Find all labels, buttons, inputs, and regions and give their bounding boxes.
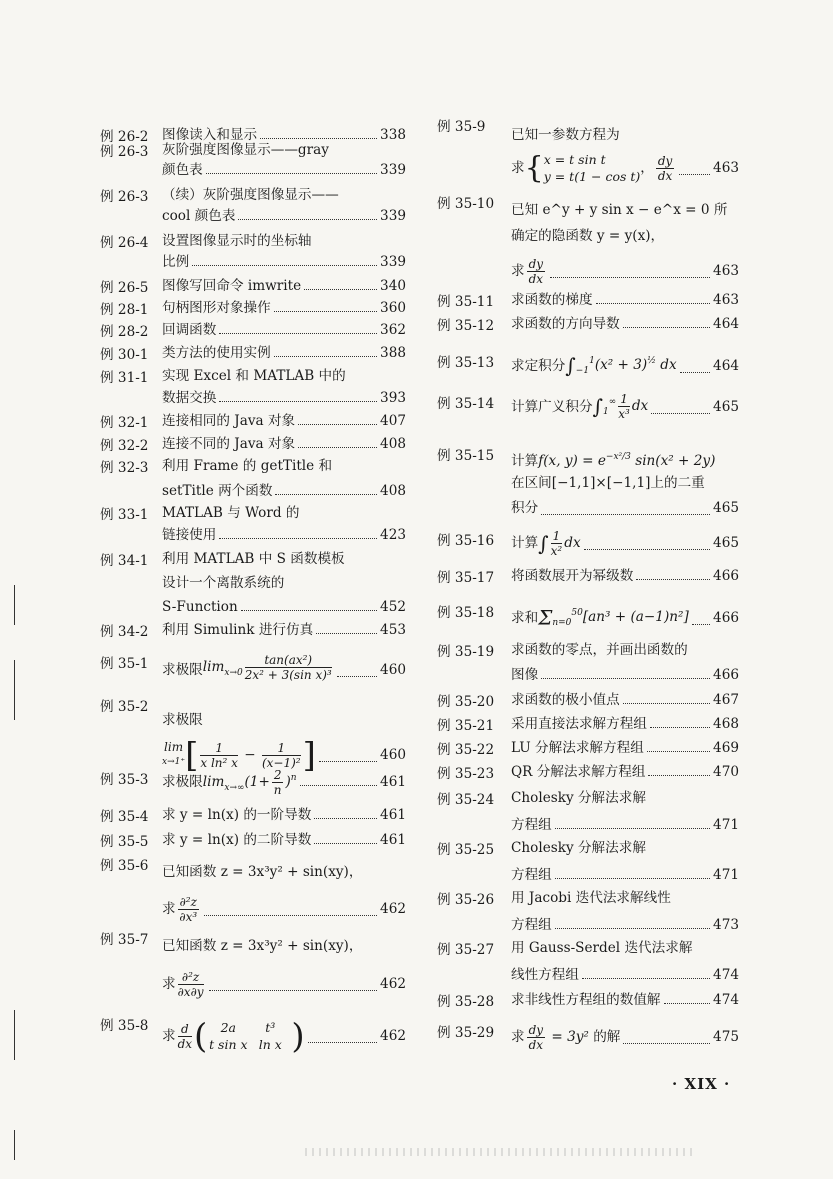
- dot-leader: [274, 344, 377, 357]
- page-ref: 408: [380, 436, 406, 452]
- dot-leader: [274, 299, 377, 312]
- example-id: 例 26-3: [100, 144, 149, 160]
- scan-artifact: [305, 1148, 695, 1156]
- dot-leader: [648, 763, 710, 776]
- entry-title: 将函数展开为幂级数: [511, 568, 634, 584]
- entry-title: 图像: [511, 667, 539, 683]
- example-id: 例 35-16: [437, 533, 495, 549]
- entry-title: 方程组: [511, 817, 552, 833]
- entry-title: 求 y = ln(x) 的一阶导数: [162, 807, 312, 823]
- example-id: 例 35-10: [437, 196, 495, 212]
- entry-title: 图像写回命令 imwrite: [162, 278, 302, 294]
- entry-line: [162, 768, 406, 797]
- entry-line: [511, 990, 739, 1010]
- entry-line: [162, 160, 406, 180]
- example-id: 例 32-2: [100, 438, 149, 454]
- example-id: 例 28-2: [100, 324, 149, 340]
- dot-leader: [304, 277, 377, 290]
- entry-title: 求: [511, 160, 525, 176]
- example-id: 例 35-2: [100, 699, 149, 715]
- page-ref: 407: [380, 413, 406, 429]
- dot-leader: [192, 253, 377, 266]
- dot-leader: [650, 715, 710, 728]
- entry-title: 求极限: [162, 774, 203, 790]
- dot-leader: [692, 612, 710, 625]
- dot-leader: [550, 265, 710, 278]
- entry-line: [162, 652, 406, 688]
- entry-title: 利用 Frame 的 getTitle 和: [162, 458, 333, 474]
- math-formula: {x = t sin t y = t(1 − cos t)，: [524, 150, 654, 186]
- page-ref: 462: [380, 901, 406, 917]
- entry-line: [162, 231, 406, 251]
- page-ref: 471: [713, 867, 739, 883]
- example-id: 例 35-25: [437, 842, 495, 858]
- entry-title: 已知函数 z = 3x³y² + sin(xy)，: [162, 938, 363, 954]
- entry-line: [511, 495, 739, 521]
- entry-line: [511, 714, 739, 734]
- page-ref: 453: [380, 622, 406, 638]
- dot-leader: [275, 482, 377, 495]
- entry-title: 回调函数: [162, 322, 217, 338]
- entry-line: [511, 314, 739, 334]
- entry-line: [162, 140, 406, 160]
- example-id: 例 35-13: [437, 355, 495, 371]
- entry-line: [162, 549, 406, 569]
- example-id: 例 35-11: [437, 294, 495, 310]
- example-id: 例 35-20: [437, 694, 495, 710]
- entry-title: 求和: [511, 610, 539, 626]
- page-ref: 462: [380, 1028, 406, 1044]
- entry-line: [162, 481, 406, 501]
- example-id: 例 31-1: [100, 370, 149, 386]
- dot-leader: [541, 666, 710, 679]
- entry-line: [162, 388, 406, 408]
- page-ref: 388: [380, 345, 406, 361]
- entry-line: [511, 888, 739, 908]
- entry-line: [511, 738, 739, 758]
- math-formula: $\frac{\text{∂²z}}{\partial x\partial y}$: [177, 970, 204, 999]
- page-number: · XIX ·: [672, 1075, 731, 1093]
- example-id: 例 35-1: [100, 656, 149, 672]
- entry-title: MATLAB 与 Word 的: [162, 505, 300, 521]
- example-id: 例 35-14: [437, 396, 495, 412]
- entry-line: [511, 566, 739, 586]
- example-id: 例 34-2: [100, 624, 149, 640]
- entry-title: 设计一个离散系统的: [162, 575, 285, 591]
- entry-line: [511, 1021, 739, 1053]
- entry-title: Cholesky 分解法求解: [511, 840, 646, 856]
- entry-title: 积分: [511, 500, 539, 516]
- dot-leader: [204, 903, 377, 916]
- math-formula: $\frac{dy}{dx}$ = 3y² 的解: [528, 1023, 621, 1052]
- entry-line: [162, 343, 406, 363]
- entry-line: [511, 470, 739, 496]
- dot-leader: [260, 126, 377, 139]
- page-ref: 474: [713, 992, 739, 1008]
- math-formula: $\lim_{x\to 0}$ $\frac{\text{tan(ax²)}}{\text{2x² + 3(sin x)³}}$: [202, 653, 332, 682]
- entry-title: 连接相同的 Java 对象: [162, 413, 296, 429]
- dot-leader: [664, 991, 711, 1004]
- entry-title: 用 Gauss-Serdel 迭代法求解: [511, 940, 693, 956]
- example-id: 例 33-1: [100, 507, 149, 523]
- example-id: 例 35-26: [437, 892, 495, 908]
- entry-line: [162, 456, 406, 476]
- entry-line: [162, 805, 406, 825]
- example-id: 例 35-29: [437, 1025, 495, 1041]
- margin-mark: [14, 585, 15, 625]
- entry-line: [162, 206, 406, 226]
- page-ref: 393: [380, 390, 406, 406]
- math-formula: ∫ $\frac{1}{\text{x²}}$ dx: [538, 528, 581, 558]
- entry-title: 求: [511, 263, 525, 279]
- entry-line: [511, 290, 739, 310]
- entry-line: [162, 434, 406, 454]
- entry-line: [162, 411, 406, 431]
- math-formula: $\int_1^\infty$ $\frac{1}{\text{x³}}$ dx: [592, 392, 649, 421]
- entry-title: 采用直接法求解方程组: [511, 716, 647, 732]
- entry-line: [162, 320, 406, 340]
- dot-leader: [206, 161, 377, 174]
- entry-line: [162, 366, 406, 386]
- entry-line: [162, 597, 406, 617]
- entry-line: [511, 529, 739, 557]
- page-ref: 339: [380, 162, 406, 178]
- margin-mark: [14, 660, 15, 720]
- example-id: 例 35-23: [437, 766, 495, 782]
- entry-title: 求 y = ln(x) 的二阶导数: [162, 832, 312, 848]
- entry-title: 求定积分: [511, 358, 566, 374]
- example-id: 例 26-3: [100, 189, 149, 205]
- entry-title: cool 颜色表: [162, 208, 236, 224]
- page-ref: 338: [380, 127, 406, 143]
- entry-title: 利用 MATLAB 中 S 函数模板: [162, 551, 345, 567]
- page-ref: 466: [713, 568, 739, 584]
- example-id: 例 35-15: [437, 448, 495, 464]
- example-id: 例 32-3: [100, 460, 149, 476]
- page-ref: 469: [713, 740, 739, 756]
- entry-title: 方程组: [511, 917, 552, 933]
- entry-title: 线性方程组: [511, 967, 579, 983]
- dot-leader: [623, 315, 710, 328]
- entry-line: [511, 351, 739, 381]
- entry-line: [162, 185, 406, 205]
- entry-title: 求: [162, 976, 176, 992]
- margin-mark: [14, 1130, 15, 1160]
- entry-title: 连接不同的 Java 对象: [162, 436, 296, 452]
- entry-line: [511, 601, 739, 635]
- dot-leader: [314, 831, 377, 844]
- example-id: 例 35-28: [437, 994, 495, 1010]
- page-ref: 463: [713, 160, 739, 176]
- math-formula: lim x→1⁺[ $\frac{1}{\text{x ln² x}}$ − $\frac{1}{\text{(x−1)²}}$ ]: [162, 735, 316, 776]
- dot-leader: [308, 1030, 377, 1043]
- entry-title: 求极限: [162, 662, 203, 678]
- page-ref: 464: [713, 358, 739, 374]
- dot-leader: [300, 773, 377, 786]
- entry-title: （续）灰阶强度图像显示——: [162, 187, 339, 203]
- entry-title: 图像读入和显示: [162, 127, 258, 143]
- entry-title: 求极限: [162, 712, 203, 728]
- entry-title: 灰阶强度图像显示——gray: [162, 142, 329, 158]
- entry-line: [511, 915, 739, 935]
- entry-title: 在区间[−1,1]×[−1,1]上的二重: [511, 475, 705, 491]
- example-id: 例 35-17: [437, 570, 495, 586]
- page-ref: 463: [713, 263, 739, 279]
- entry-line: [162, 1014, 406, 1058]
- page-ref: 461: [380, 807, 406, 823]
- math-formula: $\frac{dy}{dx}$: [657, 154, 673, 183]
- page-ref: 471: [713, 817, 739, 833]
- entry-line: [511, 218, 739, 254]
- example-id: 例 35-9: [437, 119, 486, 135]
- page-ref: 360: [380, 300, 406, 316]
- entry-line: [162, 573, 406, 593]
- entry-line: [511, 815, 739, 835]
- entry-line: [511, 690, 739, 710]
- page-ref: 339: [380, 254, 406, 270]
- entry-title: 求: [511, 1029, 525, 1045]
- entry-title: 求函数的零点，并画出函数的: [511, 642, 688, 658]
- dot-leader: [298, 435, 377, 448]
- example-id: 例 35-6: [100, 858, 149, 874]
- dot-leader: [623, 1031, 710, 1044]
- example-id: 例 35-3: [100, 772, 149, 788]
- page-ref: 467: [713, 692, 739, 708]
- page-ref: 466: [713, 667, 739, 683]
- entry-line: [162, 891, 406, 927]
- entry-line: [162, 252, 406, 272]
- entry-line: [511, 392, 739, 422]
- entry-line: [511, 665, 739, 685]
- dot-leader: [238, 207, 377, 220]
- dot-leader: [219, 389, 377, 402]
- math-formula: $\Sigma_{n=0}^{50}[an^3 + (a-1)n^2]$: [538, 605, 689, 630]
- page-ref: 462: [380, 976, 406, 992]
- dot-leader: [219, 321, 377, 334]
- entry-line: [511, 788, 739, 808]
- example-id: 例 26-4: [100, 235, 149, 251]
- page-ref: 474: [713, 967, 739, 983]
- dot-leader: [541, 502, 710, 515]
- entry-title: 求函数的极小值点: [511, 692, 620, 708]
- entry-title: 方程组: [511, 867, 552, 883]
- entry-line: [511, 762, 739, 782]
- dot-leader: [555, 866, 710, 879]
- entry-title: 句柄图形对象操作: [162, 300, 271, 316]
- page-ref: 470: [713, 764, 739, 780]
- example-id: 例 35-21: [437, 718, 495, 734]
- entry-line: [511, 865, 739, 885]
- example-id: 例 34-1: [100, 553, 149, 569]
- entry-title: QR 分解法求解方程组: [511, 764, 646, 780]
- page-ref: 461: [380, 774, 406, 790]
- margin-mark: [14, 1010, 15, 1060]
- dot-leader: [679, 162, 710, 175]
- math-formula: $\lim_{x\to\infty}(1+$ $\frac{2}{n}$ )$^n$: [202, 768, 297, 797]
- entry-title: 利用 Simulink 进行仿真: [162, 622, 314, 638]
- page-ref: 460: [380, 662, 406, 678]
- entry-title: setTitle 两个函数: [162, 483, 273, 499]
- math-formula: $\frac{\text{∂²z}}{\text{∂x³}}$: [179, 895, 198, 924]
- example-id: 例 26-2: [100, 129, 149, 145]
- page-ref: 408: [380, 483, 406, 499]
- dot-leader: [555, 816, 710, 829]
- entry-line: [511, 938, 739, 958]
- page-ref: 465: [713, 399, 739, 415]
- dot-leader: [337, 664, 377, 677]
- entry-line: [162, 298, 406, 318]
- entry-line: [162, 525, 406, 545]
- page-ref: 465: [713, 500, 739, 516]
- math-formula: $\frac{dy}{dx}$: [528, 257, 544, 286]
- page-ref: 452: [380, 599, 406, 615]
- entry-line: [162, 276, 406, 296]
- dot-leader: [319, 749, 377, 762]
- entry-line: [162, 966, 406, 1002]
- dot-leader: [316, 621, 377, 634]
- entry-line: [162, 620, 406, 640]
- dot-leader: [241, 598, 377, 611]
- example-id: 例 35-5: [100, 834, 149, 850]
- entry-title: 已知一参数方程为: [511, 127, 620, 143]
- entry-title: 设置图像显示时的坐标轴: [162, 233, 312, 249]
- example-id: 例 35-12: [437, 318, 495, 334]
- dot-leader: [555, 916, 710, 929]
- entry-line: [511, 148, 739, 188]
- entry-line: [162, 854, 406, 890]
- entry-title: 计算广义积分: [511, 399, 593, 415]
- entry-line: [511, 838, 739, 858]
- example-id: 例 32-1: [100, 415, 149, 431]
- entry-title: 确定的隐函数 y = y(x)，: [511, 228, 665, 244]
- math-formula: $\int_{-1}^1(x^2 + 3)^{\frac{1}{2}}$ dx: [565, 353, 677, 378]
- page-ref: 362: [380, 322, 406, 338]
- entry-line: [511, 444, 739, 470]
- dot-leader: [680, 360, 710, 373]
- dot-leader: [651, 401, 710, 414]
- page-ref: 468: [713, 716, 739, 732]
- page-ref: 340: [380, 278, 406, 294]
- entry-line: [511, 965, 739, 985]
- entry-title: 已知函数 z = 3x³y² + sin(xy)，: [162, 864, 363, 880]
- entry-title: 实现 Excel 和 MATLAB 中的: [162, 368, 346, 384]
- example-id: 例 30-1: [100, 347, 149, 363]
- entry-title: 已知 e^y + y sin x − e^x = 0 所: [511, 202, 728, 218]
- entry-title: 比例: [162, 254, 190, 270]
- page-ref: 423: [380, 527, 406, 543]
- page-ref: 463: [713, 292, 739, 308]
- entry-title: 计算: [511, 535, 539, 551]
- entry-line: [162, 928, 406, 964]
- entry-title: Cholesky 分解法求解: [511, 790, 646, 806]
- example-id: 例 35-27: [437, 942, 495, 958]
- entry-title: 类方法的使用实例: [162, 345, 271, 361]
- entry-title: 颜色表: [162, 162, 203, 178]
- page-ref: 466: [713, 610, 739, 626]
- dot-leader: [209, 978, 377, 991]
- entry-title: 用 Jacobi 迭代法求解线性: [511, 890, 671, 906]
- dot-leader: [596, 291, 710, 304]
- entry-line: [162, 830, 406, 850]
- example-id: 例 35-24: [437, 792, 495, 808]
- page-ref: 461: [380, 832, 406, 848]
- entry-line: [511, 253, 739, 289]
- example-id: 例 35-18: [437, 605, 495, 621]
- math-formula: $\frac{d}{dx}$ ( 2a t³ t sin x ln x ): [177, 1016, 305, 1057]
- math-formula: f(x, $y) = e^{-x^2/3}$ sin(x² + 2y): [538, 452, 716, 469]
- dot-leader: [636, 567, 710, 580]
- entry-title: LU 分解法求解方程组: [511, 740, 644, 756]
- example-id: 例 35-7: [100, 932, 149, 948]
- example-id: 例 35-19: [437, 644, 495, 660]
- example-id: 例 35-22: [437, 742, 495, 758]
- dot-leader: [584, 537, 710, 550]
- example-id: 例 28-1: [100, 302, 149, 318]
- page-ref: 460: [380, 747, 406, 763]
- dot-leader: [623, 691, 710, 704]
- dot-leader: [582, 966, 710, 979]
- example-id: 例 35-4: [100, 809, 149, 825]
- page-ref: 475: [713, 1029, 739, 1045]
- entry-title: S-Function: [162, 599, 238, 615]
- page-ref: 465: [713, 535, 739, 551]
- example-id: 例 35-8: [100, 1018, 149, 1034]
- dot-leader: [298, 412, 377, 425]
- entry-line: [162, 503, 406, 523]
- dot-leader: [647, 739, 710, 752]
- dot-leader: [219, 526, 377, 539]
- entry-title: 求非线性方程组的数值解: [511, 992, 661, 1008]
- page-ref: 464: [713, 316, 739, 332]
- example-id: 例 26-5: [100, 280, 149, 296]
- entry-title: 数据交换: [162, 390, 217, 406]
- dot-leader: [314, 806, 377, 819]
- entry-title: 求: [162, 901, 176, 917]
- entry-title: 求函数的梯度: [511, 292, 593, 308]
- entry-title: 求函数的方向导数: [511, 316, 620, 332]
- entry-title: 求: [162, 1028, 176, 1044]
- entry-title: 计算: [511, 453, 539, 469]
- page-ref: 339: [380, 208, 406, 224]
- page-ref: 473: [713, 917, 739, 933]
- entry-title: 链接使用: [162, 527, 217, 543]
- entry-line: [511, 640, 739, 660]
